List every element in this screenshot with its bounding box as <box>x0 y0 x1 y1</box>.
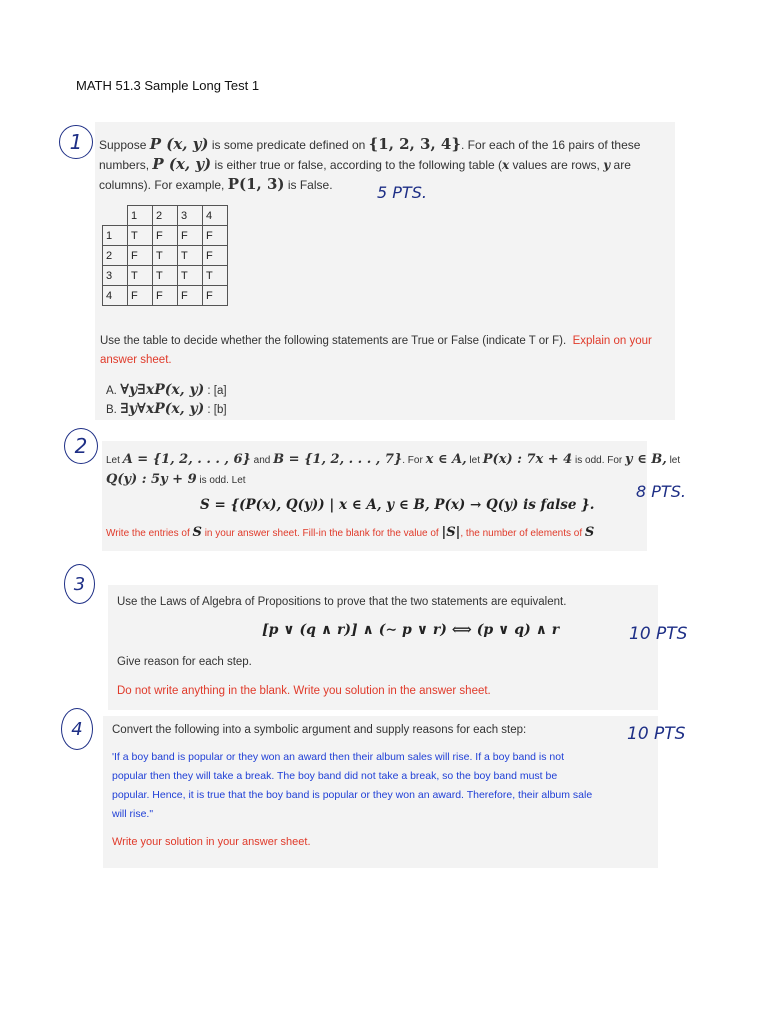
equivalence-statement: [p ∨ (q ∧ r)] ∧ (∼ p ∨ r) ⟺ (p ∨ q) ∧ r <box>262 622 560 638</box>
argument-line: 'If a boy band is popular or they won an award then their album sales will rise. If a boy band is not <box>112 751 565 763</box>
question-4-red-instruction: Write your solution in your answer sheet. <box>112 836 311 848</box>
table-row: 4 F F F F <box>103 286 228 306</box>
question-3-number-circle: 3 <box>64 564 95 604</box>
question-1-number-circle: 1 <box>59 125 93 159</box>
question-1-line-2: numbers, P (x, y) is either true or false, according to the following table (x values are rows, y are <box>99 155 631 173</box>
question-1-instruction: Use the table to decide whether the following statements are True or False (indicate T or F). Explain on your answer sheet. <box>100 335 652 366</box>
argument-line: will rise." <box>112 808 154 820</box>
truth-table-header-row: 1 2 3 4 <box>103 206 228 226</box>
table-row: 3 T T T T <box>103 266 228 286</box>
argument-line: popular. Hence, it is true that the boy band is popular or they won an award. Therefore, their album sale <box>112 789 593 801</box>
question-3-reason: Give reason for each step. <box>117 656 252 668</box>
question-3-instruction: Use the Laws of Algebra of Propositions to prove that the two statements are equivalent. <box>117 596 567 608</box>
table-row: 1 T F F F <box>103 226 228 246</box>
truth-table <box>102 205 228 306</box>
question-2-points: 8 PTS. <box>636 482 686 501</box>
question-4-instruction: Convert the following into a symbolic argument and supply reasons for each step: <box>112 724 527 736</box>
question-2-line-2: Q(y) : 5y + 9 is odd. Let <box>106 472 246 487</box>
question-2-instruction: Write the entries of S in your answer sheet. Fill-in the blank for the value of |S|, the number of elements of S <box>106 525 595 540</box>
page-title: MATH 51.3 Sample Long Test 1 <box>76 78 260 93</box>
argument-line: popular then they will take a break. The boy band did not take a break, so the boy band must be <box>112 770 558 782</box>
question-4-points: 10 PTS <box>627 724 686 744</box>
question-3-points: 10 PTS <box>629 624 688 644</box>
table-row: 2 F T T F <box>103 246 228 266</box>
statement-b: B. ∃y∀xP(x, y) : [b] <box>106 401 227 417</box>
question-4-argument <box>112 748 652 824</box>
question-1-line-1: Suppose P (x, y) is some predicate defined on {1, 2, 3, 4}. For each of the 16 pairs of these <box>99 135 641 153</box>
question-2-line-1: Let A = {1, 2, . . . , 6} and B = {1, 2, . . . , 7}. For x ∈ A, let P(x) : 7x + 4 is odd. For y ∈ B, let <box>106 452 681 467</box>
set-definition: S = {(P(x), Q(y)) | x ∈ A, y ∈ B, P(x) → Q(y) is false }. <box>200 497 595 513</box>
question-2-number-circle: 2 <box>64 428 98 464</box>
question-4-number-circle: 4 <box>61 708 93 750</box>
question-1-line-3: columns). For example, P(1, 3) is False. <box>99 175 333 193</box>
question-3-red-instruction: Do not write anything in the blank. Write you solution in the answer sheet. <box>117 685 491 697</box>
question-1-points: 5 PTS. <box>377 183 427 202</box>
statement-a: A. ∀y∃xP(x, y) : [a] <box>106 382 227 398</box>
